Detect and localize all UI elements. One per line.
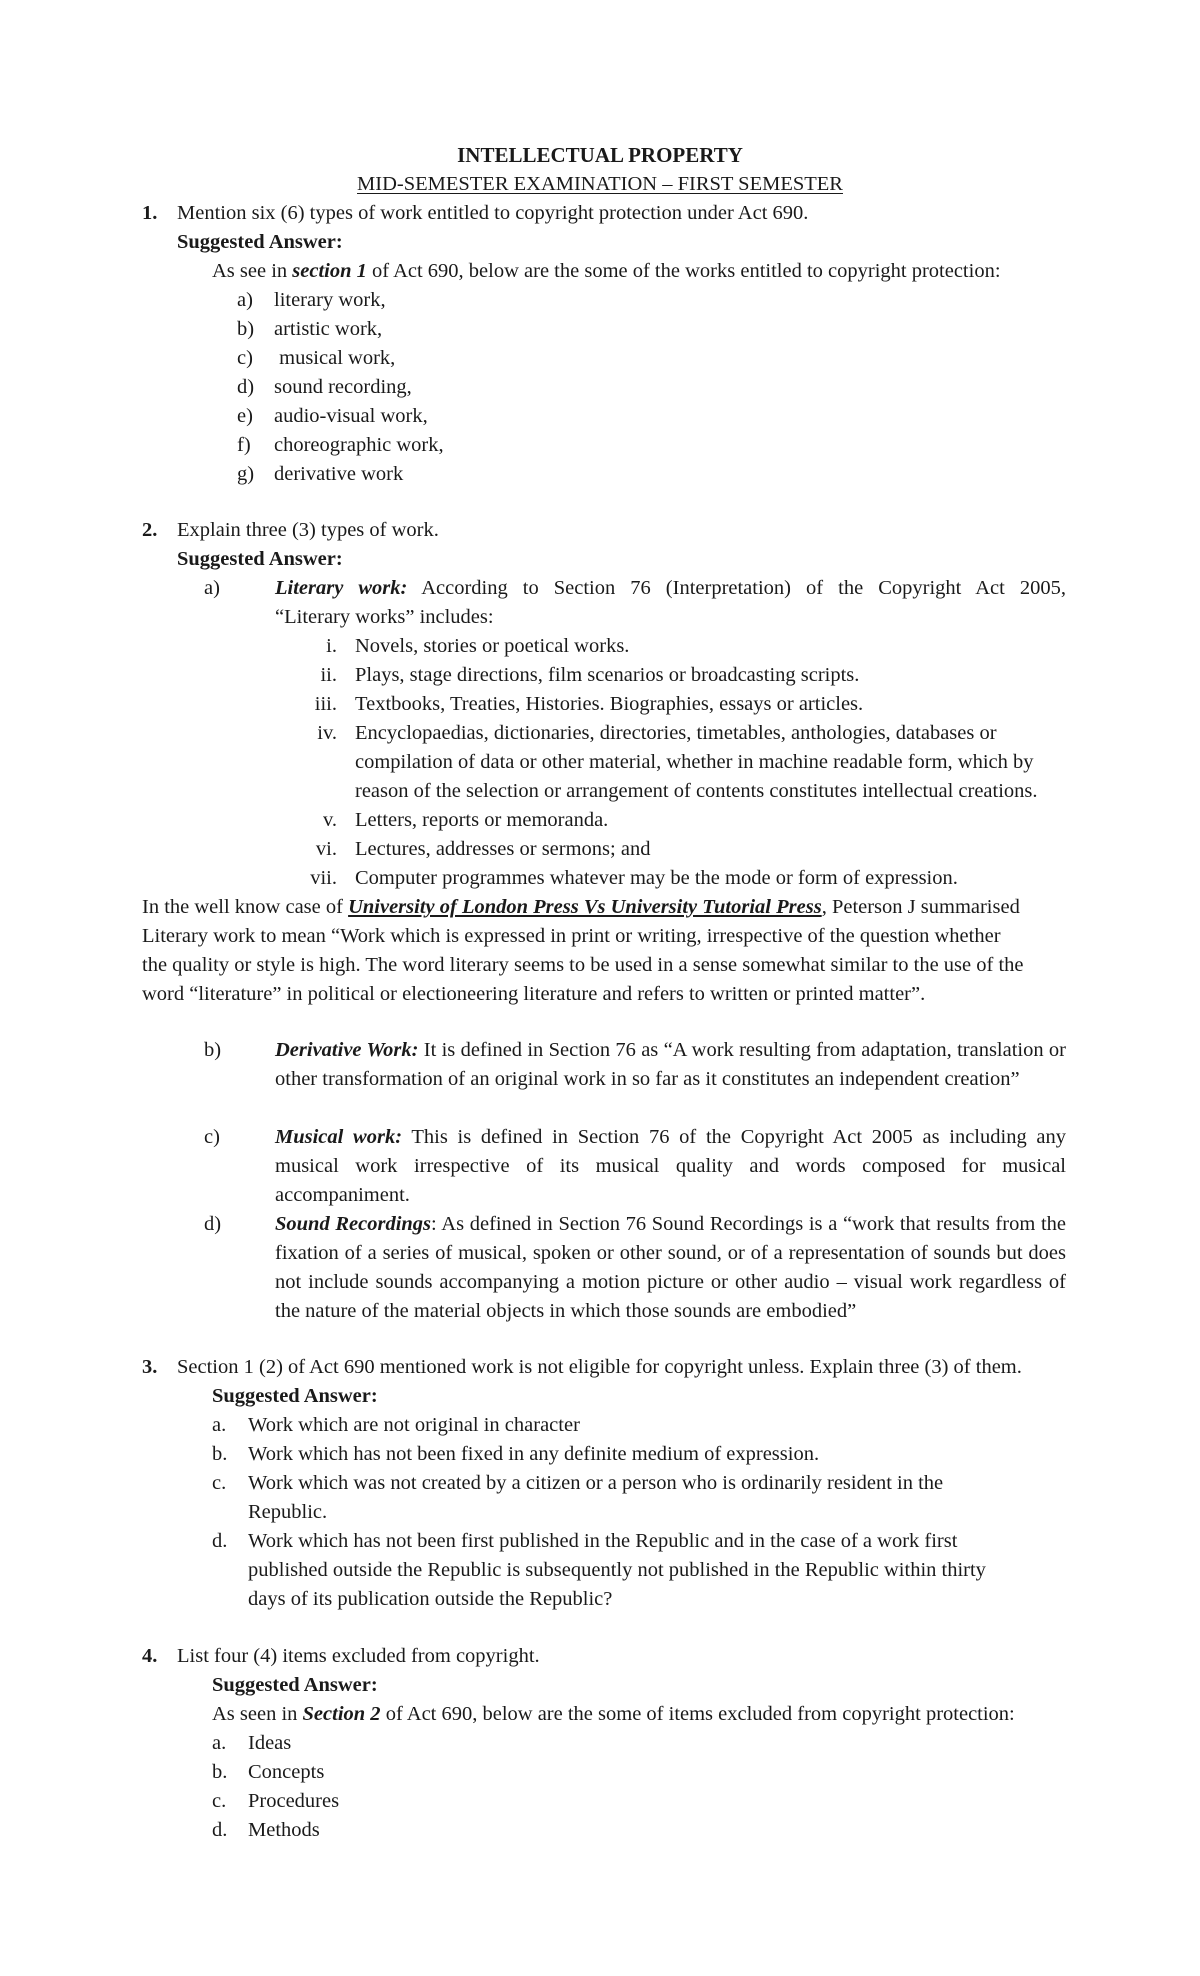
- list-label: b.: [212, 1761, 228, 1783]
- roman-label: v.: [322, 809, 337, 831]
- list-item-cont: Republic.: [248, 1501, 328, 1523]
- roman-label: vii.: [310, 867, 337, 889]
- list-item: Plays, stage directions, film scenarios or broadcasting scripts.: [355, 664, 860, 686]
- list-item-cont: reason of the selection or arrangement of contents constitutes intellectual creations.: [355, 780, 1038, 802]
- list-label: b.: [212, 1443, 228, 1465]
- list-item: Work which was not created by a citizen or a person who is ordinarily resident in the: [248, 1472, 944, 1494]
- q2-a-definition: Literary work: According to Section 76 (Interpretation) of the Copyright Act 2005,: [275, 577, 1066, 599]
- q3-suggested-label: Suggested Answer:: [212, 1385, 378, 1407]
- q2-d-definition: Sound Recordings: As defined in Section 76 Sound Recordings is a “work that results from the fixation of a series of musical, spoken or other sound, or of a representation of sounds but does not include sounds accompanying a motion picture or other audio – visual work regardless of the nature of the material objects in which those sounds are embodied”: [275, 1213, 1066, 1322]
- q2-c-label: c): [204, 1126, 220, 1148]
- q2-question: Explain three (3) types of work.: [177, 519, 439, 541]
- list-item: Concepts: [248, 1761, 325, 1783]
- roman-label: vi.: [315, 838, 337, 860]
- list-item: a) literary work,: [237, 289, 386, 311]
- list-label: c.: [212, 1472, 227, 1494]
- q4-number: 4.: [142, 1645, 158, 1667]
- case-line: word “literature” in political or electioneering literature and refers to written or printed matter”.: [142, 983, 926, 1005]
- list-item: Work which are not original in character: [248, 1414, 580, 1436]
- q4-suggested-label: Suggested Answer:: [212, 1674, 378, 1696]
- list-item: b) artistic work,: [237, 318, 383, 340]
- q3-question: Section 1 (2) of Act 690 mentioned work is not eligible for copyright unless. Explain three (3) of them.: [177, 1356, 1022, 1378]
- list-item-cont: compilation of data or other material, whether in machine readable form, which by: [355, 751, 1034, 773]
- q2-number: 2.: [142, 519, 158, 541]
- list-item: d) sound recording,: [237, 376, 412, 398]
- list-item: Methods: [248, 1819, 320, 1841]
- list-item: g) derivative work: [237, 463, 404, 485]
- document-subtitle: MID-SEMESTER EXAMINATION – FIRST SEMESTER: [357, 173, 843, 195]
- list-label: a.: [212, 1414, 227, 1436]
- list-item-cont: days of its publication outside the Republic?: [248, 1588, 613, 1610]
- document-title: INTELLECTUAL PROPERTY: [457, 143, 743, 167]
- q2-b-label: b): [204, 1039, 222, 1061]
- list-label: d.: [212, 1530, 228, 1552]
- q2-d-label: d): [204, 1213, 222, 1235]
- q1-question: Mention six (6) types of work entitled to copyright protection under Act 690.: [177, 202, 809, 224]
- q2-c-definition: Musical work: This is defined in Section 76 of the Copyright Act 2005 as including any musical work irrespective of its musical quality and words composed for musical accompaniment.: [275, 1126, 1067, 1206]
- q1-intro: As see in section 1 of Act 690, below are the some of the works entitled to copyright protection:: [212, 260, 1001, 282]
- case-line: In the well know case of University of London Press Vs University Tutorial Press, Peterson J summarised: [142, 896, 1020, 918]
- roman-label: i.: [326, 635, 337, 657]
- list-item: Computer programmes whatever may be the mode or form of expression.: [355, 867, 958, 889]
- list-item: Work which has not been first published in the Republic and in the case of a work first: [248, 1530, 958, 1552]
- list-label: d.: [212, 1819, 228, 1841]
- list-item: Ideas: [248, 1732, 292, 1754]
- list-item: Work which has not been fixed in any definite medium of expression.: [248, 1443, 820, 1465]
- list-label: a.: [212, 1732, 227, 1754]
- list-item-cont: published outside the Republic is subsequently not published in the Republic within thirty: [248, 1559, 986, 1581]
- q4-intro: As seen in Section 2 of Act 690, below are the some of items excluded from copyright protection:: [212, 1703, 1015, 1725]
- q4-question: List four (4) items excluded from copyright.: [177, 1645, 540, 1667]
- list-item: Textbooks, Treaties, Histories. Biographies, essays or articles.: [355, 693, 864, 715]
- q2-suggested-label: Suggested Answer:: [177, 548, 343, 570]
- list-item: Novels, stories or poetical works.: [355, 635, 630, 657]
- list-item: Procedures: [248, 1790, 340, 1812]
- q1-suggested-label: Suggested Answer:: [177, 231, 343, 253]
- roman-label: iii.: [314, 693, 337, 715]
- list-item: Letters, reports or memoranda.: [355, 809, 609, 831]
- list-label: c.: [212, 1790, 227, 1812]
- q2-b-definition: Derivative Work: It is defined in Section 76 as “A work resulting from adaptation, translation or other transformation of an original work in so far as it constitutes an independent creation”: [275, 1039, 1067, 1090]
- list-item: Lectures, addresses or sermons; and: [355, 838, 651, 860]
- case-line: Literary work to mean “Work which is expressed in print or writing, irrespective of the question whether: [142, 925, 1001, 947]
- q1-number: 1.: [142, 202, 158, 224]
- q2-a-definition-cont: “Literary works” includes:: [275, 606, 494, 628]
- roman-label: iv.: [317, 722, 337, 744]
- q3-number: 3.: [142, 1356, 158, 1378]
- case-line: the quality or style is high. The word literary seems to be used in a sense somewhat similar to the use of the: [142, 954, 1024, 976]
- list-item: f) choreographic work,: [237, 434, 444, 456]
- list-item: e) audio-visual work,: [237, 405, 428, 427]
- list-item: Encyclopaedias, dictionaries, directories, timetables, anthologies, databases or: [355, 722, 997, 744]
- list-item: c) musical work,: [237, 347, 396, 369]
- roman-label: ii.: [320, 664, 337, 686]
- q2-a-label: a): [204, 577, 220, 599]
